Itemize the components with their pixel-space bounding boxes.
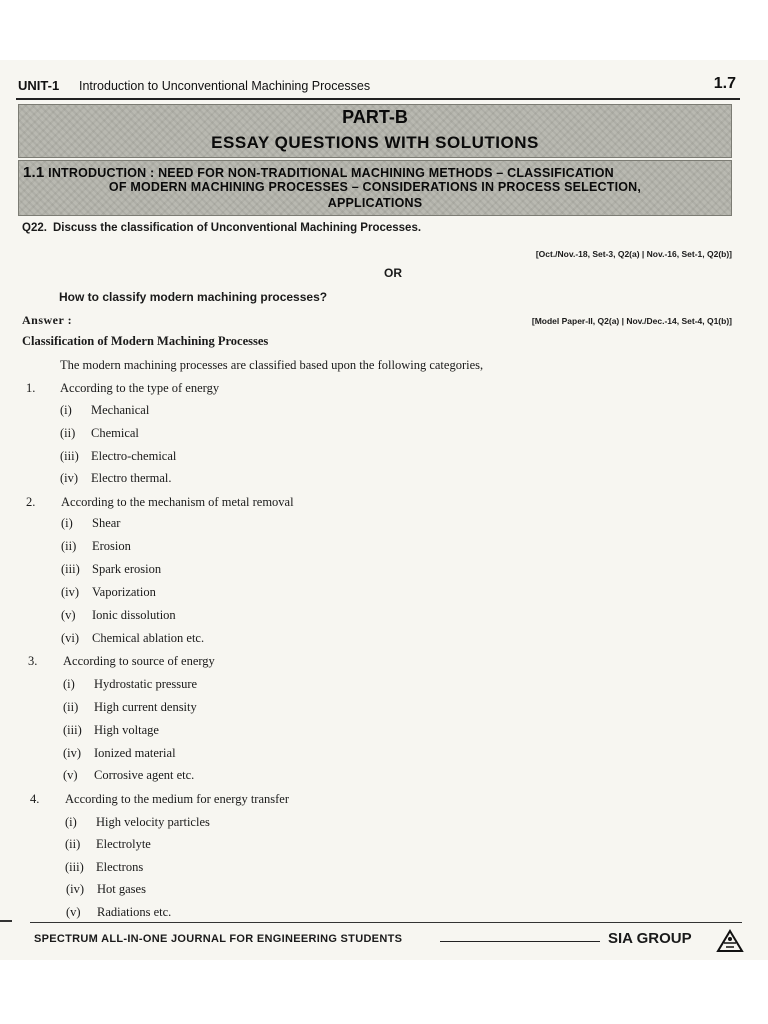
part-title: PART-B bbox=[342, 107, 408, 127]
section-text-1: INTRODUCTION : NEED FOR NON-TRADITIONAL MACHINING METHODS – CLASSIFICATION bbox=[48, 166, 614, 180]
unit-label: UNIT-1 bbox=[18, 78, 60, 93]
list-item: High voltage bbox=[94, 723, 159, 737]
list-item: Mechanical bbox=[91, 403, 150, 417]
list-item: Electro-chemical bbox=[91, 449, 177, 463]
list-item: Electrons bbox=[96, 860, 144, 874]
list-item: Ionized material bbox=[94, 746, 176, 760]
answer-label: Answer : bbox=[22, 313, 73, 327]
list-item: Electro thermal. bbox=[91, 471, 172, 485]
list-item: Vaporization bbox=[92, 585, 156, 599]
part-banner bbox=[18, 104, 732, 158]
alt-question-text: How to classify modern machining processes? bbox=[59, 290, 328, 304]
list-item: Electrolyte bbox=[96, 837, 151, 851]
item-numeral: (ii) bbox=[60, 426, 76, 440]
item-numeral: (ii) bbox=[65, 837, 81, 851]
list-item: Radiations etc. bbox=[97, 905, 172, 919]
list-item: Spark erosion bbox=[92, 562, 162, 576]
section-number: 1.1 bbox=[23, 164, 45, 181]
item-numeral: (v) bbox=[66, 905, 81, 919]
category-title: According to the medium for energy transfer bbox=[65, 792, 289, 806]
list-item: Erosion bbox=[92, 539, 131, 553]
item-numeral: (ii) bbox=[63, 700, 79, 714]
category-title: According to the type of energy bbox=[60, 381, 220, 395]
page-number: 1.7 bbox=[713, 75, 736, 92]
item-numeral: (v) bbox=[61, 608, 76, 622]
footer-journal: SPECTRUM ALL-IN-ONE JOURNAL FOR ENGINEERING STUDENTS bbox=[34, 933, 403, 945]
category-title: According to source of energy bbox=[63, 654, 215, 668]
list-item: High velocity particles bbox=[96, 815, 210, 829]
item-numeral: (iii) bbox=[61, 562, 80, 576]
section-line-3: APPLICATIONS bbox=[327, 196, 423, 210]
section-line-1 bbox=[23, 164, 735, 181]
category-number: 4. bbox=[30, 792, 40, 806]
question-reference: [Oct./Nov.-18, Set-3, Q2(a) | Nov.-16, Set-1, Q2(b)] bbox=[535, 249, 732, 259]
question-line bbox=[22, 222, 421, 234]
item-numeral: (iii) bbox=[65, 860, 84, 874]
list-item: High current density bbox=[94, 700, 197, 714]
item-numeral: (i) bbox=[65, 815, 77, 829]
item-numeral: (iii) bbox=[63, 723, 82, 737]
item-numeral: (iv) bbox=[60, 471, 79, 485]
item-numeral: (i) bbox=[60, 403, 72, 417]
sia-logo-icon bbox=[716, 929, 744, 953]
edge-mark bbox=[0, 920, 12, 922]
content-heading: Classification of Modern Machining Processes bbox=[22, 334, 269, 348]
footer-publisher: SIA GROUP bbox=[608, 930, 692, 947]
item-numeral: (iv) bbox=[61, 585, 80, 599]
category-title: According to the mechanism of metal removal bbox=[61, 495, 294, 509]
item-numeral: (iv) bbox=[63, 746, 82, 760]
or-label: OR bbox=[384, 266, 402, 280]
category-number: 1. bbox=[26, 381, 36, 395]
list-item: Chemical bbox=[91, 426, 139, 440]
answer-reference: [Model Paper-II, Q2(a) | Nov./Dec.-14, Set-4, Q1(b)] bbox=[531, 316, 732, 326]
item-numeral: (ii) bbox=[61, 539, 77, 553]
unit-title: Introduction to Unconventional Machining Processes bbox=[79, 79, 371, 93]
footer-rule bbox=[30, 922, 742, 923]
category-number: 3. bbox=[28, 654, 38, 668]
header-rule bbox=[16, 98, 740, 100]
category-number: 2. bbox=[26, 495, 36, 509]
list-item: Hot gases bbox=[97, 882, 146, 896]
item-numeral: (i) bbox=[63, 677, 75, 691]
part-subtitle: ESSAY QUESTIONS WITH SOLUTIONS bbox=[211, 133, 539, 152]
section-banner bbox=[18, 160, 732, 216]
section-line-2: OF MODERN MACHINING PROCESSES – CONSIDERATIONS IN PROCESS SELECTION, bbox=[108, 180, 642, 194]
item-numeral: (iii) bbox=[60, 449, 79, 463]
question-text: Discuss the classification of Unconventional Machining Processes. bbox=[52, 222, 422, 234]
question-label: Q22. bbox=[22, 222, 47, 234]
list-item: Shear bbox=[92, 516, 121, 530]
content-intro: The modern machining processes are classified based upon the following categories, bbox=[60, 358, 484, 372]
list-item: Chemical ablation etc. bbox=[92, 631, 205, 645]
list-item: Hydrostatic pressure bbox=[94, 677, 198, 691]
item-numeral: (vi) bbox=[61, 631, 80, 645]
item-numeral: (iv) bbox=[66, 882, 85, 896]
item-numeral: (i) bbox=[61, 516, 73, 530]
footer-divider bbox=[440, 941, 600, 942]
list-item: Ionic dissolution bbox=[92, 608, 176, 622]
item-numeral: (v) bbox=[63, 768, 78, 782]
list-item: Corrosive agent etc. bbox=[94, 768, 195, 782]
